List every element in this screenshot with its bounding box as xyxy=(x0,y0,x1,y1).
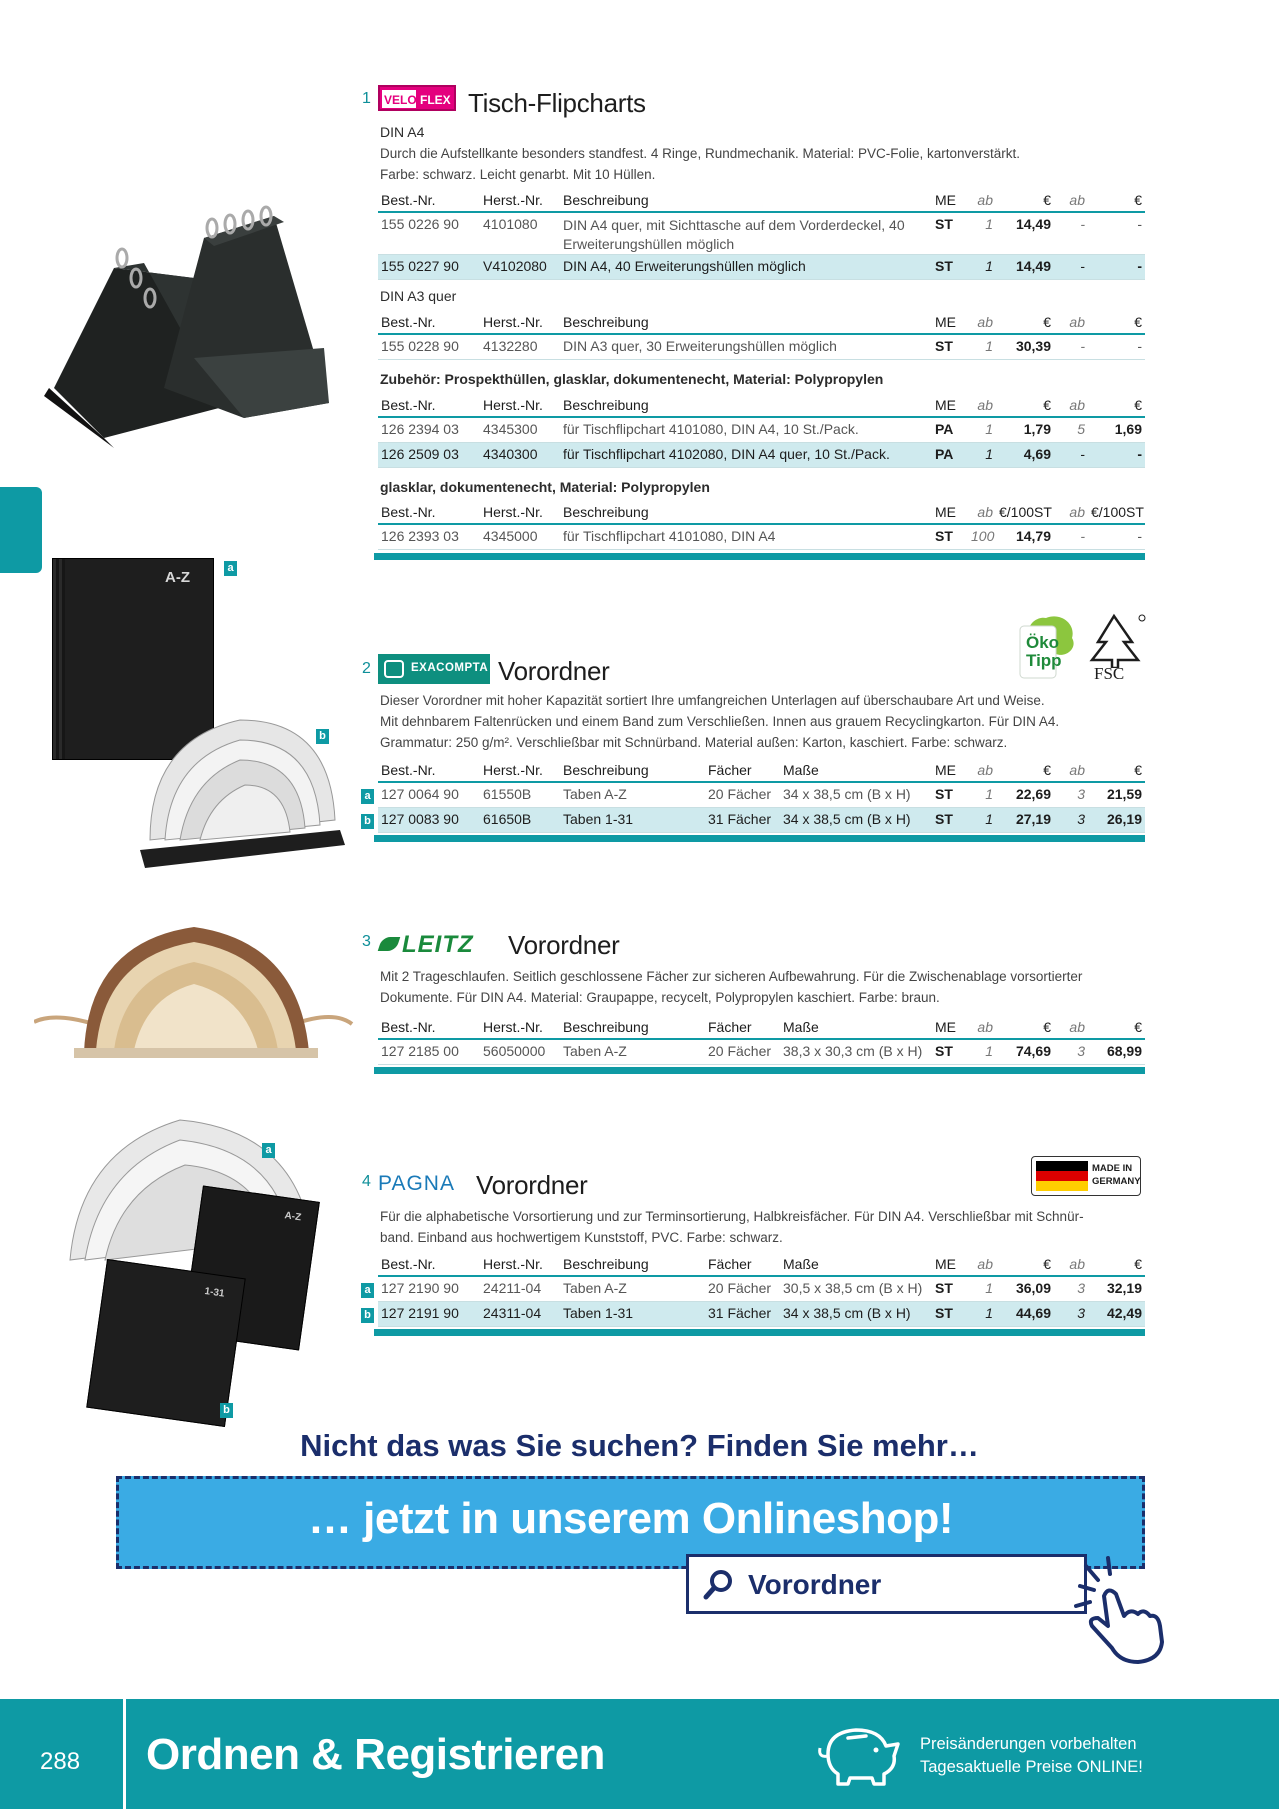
search-icon xyxy=(701,1567,737,1603)
table-row: 155 0228 90 4132280 DIN A3 quer, 30 Erweiterungshüllen möglich ST 1 30,39 - - xyxy=(378,334,1145,359)
row-marker-b: b xyxy=(361,1308,374,1323)
made-in-label: MADE IN xyxy=(1092,1163,1133,1174)
table-row: 127 0064 90 61550B Taben A-Z 20 Fächer 34 x 38,5 cm (B x H) ST 1 22,69 3 21,59 xyxy=(378,782,1145,807)
search-query[interactable]: Vorordner xyxy=(748,1569,882,1600)
description: Mit 2 Trageschlaufen. Seitlich geschlossene Fächer zur sicheren Aufbewahrung. Für die Zwischenablage vorsortierter Dokumente. Für DIN A4. Material: Graupappe, recycelt, Polypropylen kaschiert. Farbe: braun. xyxy=(380,969,1083,1005)
table-flipchart-a4: Best.-Nr. Herst.-Nr. Beschreibung ME ab € ab € 155 0226 90 4101080 DIN A4 quer, mit Sichttasche auf dem Vorderdeckel, 40 Erweiterungshüllen möglich ST 1 14,49 - - 155 0227 90 V4102080 DIN A4, 40 Erweiterungshüllen möglich ST 1 14,49 - - xyxy=(378,189,1145,280)
oeko-tipp-badge xyxy=(1016,612,1078,684)
section-number: 1 xyxy=(362,90,371,107)
description: Dieser Vorordner mit hoher Kapazität sortiert Ihre umfangreichen Unterlagen auf überschaubare Art und Weise. Mit dehnbarem Faltenrücken und einem Band zum Verschließen. Innen aus grauem Recyclingkarton. Für DIN A4. Grammatur: 250 g/m². Verschließbar mit Schnürband. Material außen: Karton, kaschiert. Farbe: schwarz. xyxy=(380,693,1060,750)
table-bottom-bar xyxy=(374,553,1145,560)
table-row: 155 0226 90 4101080 DIN A4 quer, mit Sichttasche auf dem Vorderdeckel, 40 Erweiterungshüllen möglich ST 1 14,49 - - xyxy=(378,212,1145,255)
search-input[interactable] xyxy=(686,1554,1087,1614)
table-leitz: Best.-Nr. Herst.-Nr. Beschreibung Fächer Maße ME ab € ab € 127 2185 00 56050000 Taben A-Z 20 Fächer 38,3 x 30,3 cm (B x H) ST 1 74,69 3 68,99 xyxy=(378,1016,1145,1065)
chapter-tab xyxy=(0,487,42,573)
section-title: Vorordner xyxy=(476,1170,588,1200)
table-row: 126 2393 03 4345000 für Tischflipchart 4101080, DIN A4 ST 100 14,79 - - xyxy=(378,524,1145,549)
pagna-folder-b-image: 1-31 xyxy=(86,1259,246,1427)
folder-label: A-Z xyxy=(165,569,190,586)
marker-b: b xyxy=(316,729,329,744)
promo-heading: Nicht das was Sie suchen? Finden Sie mehr… xyxy=(300,1428,979,1463)
row-marker-a: a xyxy=(361,1283,374,1298)
fsc-logo xyxy=(1084,612,1146,684)
sub-heading: glasklar, dokumentenecht, Material: Polypropylen xyxy=(380,479,710,495)
page-number: 288 xyxy=(40,1748,81,1775)
fsc-label: FSC xyxy=(1094,664,1125,683)
sub-heading: DIN A3 quer xyxy=(380,288,457,304)
row-marker-a: a xyxy=(361,789,374,804)
table-row: 127 2190 90 24211-04 Taben A-Z 20 Fächer 30,5 x 38,5 cm (B x H) ST 1 36,09 3 32,19 xyxy=(378,1276,1145,1301)
chapter-title: Ordnen & Registrieren xyxy=(146,1730,605,1779)
description: Durch die Aufstellkante besonders standfest. 4 Ringe, Rundmechanik. Material: PVC-Folie, kartonverstärkt. Farbe: schwarz. Leicht genarbt. Mit 10 Hüllen. xyxy=(380,146,1021,182)
leitz-fan-image xyxy=(34,912,354,1062)
table-row: 127 0083 90 61650B Taben 1-31 31 Fächer 34 x 38,5 cm (B x H) ST 1 27,19 3 26,19 xyxy=(378,807,1145,832)
sub-heading: Zubehör: Prospekthüllen, glasklar, dokumentenecht, Material: Polypropylen xyxy=(380,371,884,387)
piggy-bank-icon xyxy=(814,1718,904,1788)
eco-label-1: Öko xyxy=(1026,633,1060,652)
table-row: 127 2191 90 24311-04 Taben 1-31 31 Fächer 34 x 38,5 cm (B x H) ST 1 44,69 3 42,49 xyxy=(378,1301,1145,1326)
table-bottom-bar xyxy=(374,835,1145,842)
table-bottom-bar xyxy=(374,1067,1145,1074)
eco-label-2: Tipp xyxy=(1026,651,1062,670)
table-exacompta: Best.-Nr. Herst.-Nr. Beschreibung Fächer Maße ME ab € ab € 127 0064 90 61550B Taben A-Z 20 Fächer 34 x 38,5 cm (B x H) ST 1 22,69 3 21,59 127 0083 90 61650B Taben 1-31 31 Fächer 34 x 38,5 cm (B x H) ST 1 27,19 3 26,19 xyxy=(378,759,1145,833)
marker-a: a xyxy=(262,1143,275,1158)
row-marker-b: b xyxy=(361,814,374,829)
section-title: Vorordner xyxy=(508,930,620,960)
section-title: Vorordner xyxy=(498,656,610,686)
section-number: 4 xyxy=(362,1173,371,1190)
table-prospekthuellen-100: Best.-Nr. Herst.-Nr. Beschreibung ME ab €/100ST ab €/100ST 126 2393 03 4345000 für Tischflipchart 4101080, DIN A4 ST 100 14,79 - - xyxy=(378,501,1145,550)
pagna-logo: PAGNA xyxy=(378,1172,455,1195)
marker-b: b xyxy=(220,1403,233,1418)
description: Für die alphabetische Vorsortierung und zur Terminsortierung, Halbkreisfächer. Für DIN A4. Verschließbar mit Schnür- band. Einband aus hochwertigem Kunststoff, PVC. Farbe: schwarz. xyxy=(380,1209,1084,1245)
table-row: 126 2509 03 4340300 für Tischflipchart 4102080, DIN A4 quer, 10 St./Pack. PA 1 4,69 - - xyxy=(378,442,1145,467)
table-flipchart-a3: Best.-Nr. Herst.-Nr. Beschreibung ME ab € ab € 155 0228 90 4132280 DIN A3 quer, 30 Erweiterungshüllen möglich ST 1 30,39 - - xyxy=(378,311,1145,360)
flipchart-image xyxy=(44,198,344,448)
made-in-germany-badge xyxy=(1031,1156,1141,1196)
sub-heading: DIN A4 xyxy=(380,124,425,140)
price-note: Preisänderungen vorbehalten Tagesaktuelle Preise ONLINE! xyxy=(920,1735,1143,1776)
table-prospekthuellen: Best.-Nr. Herst.-Nr. Beschreibung ME ab € ab € 126 2394 03 4345300 für Tischflipchart 4101080, DIN A4, 10 St./Pack. PA 1 1,79 5 1,69 126 2509 03 4340300 für Tischflipchart 4102080, DIN A4 quer, 10 St./Pack. PA 1 4,69 - - xyxy=(378,394,1145,468)
footer-divider xyxy=(123,1699,126,1809)
table-row: 126 2394 03 4345300 für Tischflipchart 4101080, DIN A4, 10 St./Pack. PA 1 1,79 5 1,69 xyxy=(378,417,1145,442)
veloflex-logo xyxy=(378,85,456,111)
onlineshop-banner-text[interactable]: … jetzt in unserem Onlineshop! xyxy=(307,1494,954,1543)
exacompta-fan-image xyxy=(120,700,350,870)
svg-text:FLEX: FLEX xyxy=(420,93,451,107)
section-number: 3 xyxy=(362,933,371,950)
marker-a: a xyxy=(224,561,237,576)
section-title: Tisch-Flipcharts xyxy=(468,88,646,118)
table-bottom-bar xyxy=(374,1329,1145,1336)
pointer-hand-icon xyxy=(1068,1556,1164,1666)
germany-label: GERMANY xyxy=(1092,1176,1141,1187)
pagna-folder-a-image: A-Z xyxy=(182,1186,320,1351)
table-pagna: Best.-Nr. Herst.-Nr. Beschreibung Fächer Maße ME ab € ab € 127 2190 90 24211-04 Taben A-Z 20 Fächer 30,5 x 38,5 cm (B x H) ST 1 36,09 3 32,19 127 2191 90 24311-04 Taben 1-31 31 Fächer 34 x 38,5 cm (B x H) ST 1 44,69 3 42,49 xyxy=(378,1253,1145,1327)
svg-text:VELO: VELO xyxy=(384,93,417,107)
exacompta-logo: EXACOMPTA xyxy=(378,654,490,684)
section-number: 2 xyxy=(362,660,371,677)
table-row: 155 0227 90 V4102080 DIN A4, 40 Erweiterungshüllen möglich ST 1 14,49 - - xyxy=(378,255,1145,280)
table-row: 127 2185 00 56050000 Taben A-Z 20 Fächer 38,3 x 30,3 cm (B x H) ST 1 74,69 3 68,99 xyxy=(378,1039,1145,1064)
